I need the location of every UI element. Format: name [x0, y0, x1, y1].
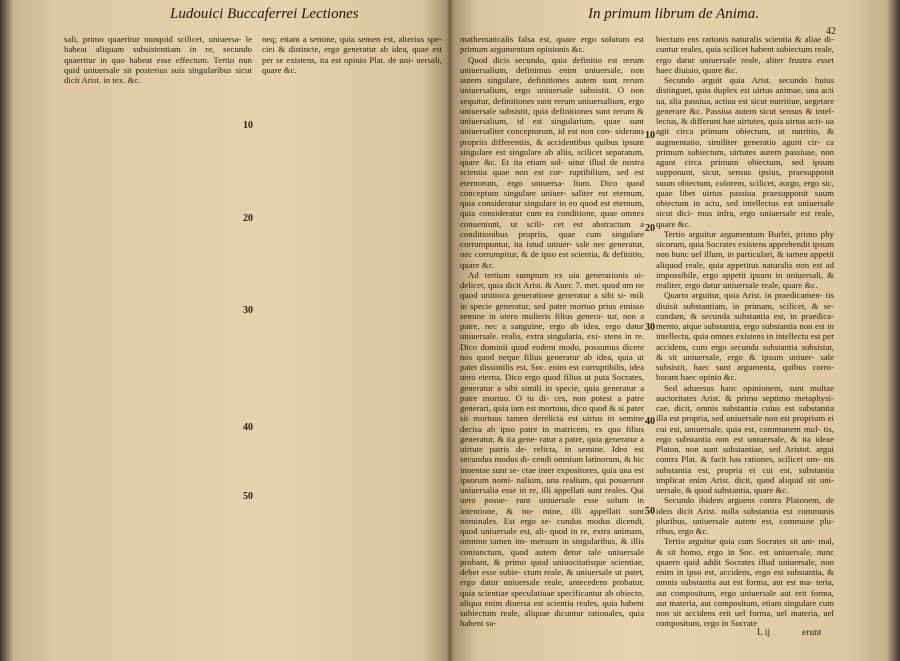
line-number: 30 — [645, 322, 655, 333]
paragraph: Tertio arguitur quia cum Socrates sit ani- mal, & sit homo, ergo in Soc. est uniuersale, nunc quaero quid addit Socrates illud uniuersale, non enim in ipso est, accidens, ergo est substantia, & omnis substantia aut est forma, aut est ma- teria, aut compositum, ergo uniuersale aut erit forma, aut materia, aut compositum, etiam singulare cum non sit accidens erit uel forma, uel materia, uel compositum, ergo in Socrate — [656, 536, 834, 629]
left-column-1 — [64, 34, 252, 646]
line-number: 20 — [645, 223, 655, 234]
paragraph: Ad tertium sumptum ex uia generationis ui- delicet, quia dicit Arist. & Auer. 7. met. quod om ne quod unitioca generatione generatur a sibi si- mili in specie generatur, sed patre mortuo prius emisso semine in utero mulieris filius genera- tur, non a patre, nec a sanguine, ergo ab idea, ergo datur uniuersale. realis, extra singularia, exi- stens in re. Dico dominii quod eodem modo, possumus dicere nos quod neque filius generatur ab idea, quia ut patet dissimilis est, Soc. enim est corruptibilis, idea uero eterna. Dico ergo quod filius ut puta Socrates, generatur a sibi simili in specie, quia generatur a patre mortuo. O tu di- ces, non potest a patre generari, quia iam est mortuus, dico quod & si pater sit mortuus tamen derelicta est uirtus in semine decisa ab ipso patre in matricem, ex quo filius generatur, & ita gene- ratur a patre, quia generatur a uirtute patris de- relicta, in semine. Ideo est secundus modus di- cendi omnium latinorum, & hic innentae sunt se- ctae inter expositores, quia una est ipsorum nomi- nalium, una realium, qui posuerunt uniuersalia esse in re, illi appellati sunt reales. Qui uero posue- runt uniuersale esse solum in intentione, & no- mine, illi appellati sunt nominales. Est ergo se- cundus modus dicendi, quod uniuersale est, ali- quod in re, extra animam, omnino tamen im- mersum in singularibus, & illis coniunctum, quod autem detur tale uniuersale probant, & primo quod uniuocitatisque scientiae, debet esse subie- ctum reale, & uniuersale ut patet, ergo datur uniuersale reale, antecedens probatur, quia scientiae speculatiuae specificantur ab obiecto, aliqua enim diuersa est scientia reales, quia habent subiectum reale, aliquae dicuntur rationales, quia habent su- — [460, 269, 644, 629]
paragraph: Secundo arguit quia Arist. secundo huius distinguet, quia duplex est uirtus animae, una acti ua, alia passiua, actiua est sicut nutritiue, uegetare generare &c. Passiua autem sicut sensus & intel- lectus, & differunt hae uirtutes, quia uirtus acti- ua agit circa primum obiectum, ut nutritio, & augmentatio, similiter generatio agunt cir- ca primum subiectum, uirtutes autem passiuae, non agunt circa primum obiectum, sed ipsum supponunt, sicut, sensus ipsius, praesupponit suum obiectum, colorem, scilicet, aurgo, ergo sic, quae libet uirtus passiua praesupponit suum obiectum in actu, sed intellectus est uniuersale sicut dici- mus infra, ergo uniuersale est reale, quare &c. — [656, 75, 834, 229]
signature-mark: L ij — [757, 628, 771, 638]
right-column-2 — [656, 34, 834, 629]
page-number: 42 — [826, 26, 836, 37]
paragraph: mathematicalis falsa est, quare ergo solutum est primum argumentum opinionis &c. — [460, 34, 644, 55]
paragraph: Quod dicis secundo, quia definitio est rerum uniuersalium, definimus enim uniuersale, non autem singulare, definitiones autem sunt rerum uniuersalium, ergo uniuersale subsistit. O non sequitur, definitiones sunt rerum uniuersalium, ergo uniuersale subsistit, quia definitiones sunt rerum & uniuersalium, id est singularium, quae sunt uniuersaliter conceptorum, id est non con- siderans propriis differentiis, & accidentibus quibus ipsum singulare est singulare ab aliis, scilicet separatum, quare &c. Et ita etiam sol- uitur illud de nostra scientia quae non est cor- ruptibilium, sed est eternorum, ergo uniuersa- lium. Dico quod conceptum singulare uniuer- saliter est eternum, quia consideratur singulare in eo quod est eternum, quia consideratur cum ea conditione, quae omnes conueniunt, ut scili- cet est abstractum a conditionibus propriis, quae cum singulare corrumpuntur, ita istud uniuer- sale nec generatur, nec corrumpitur, & de ipso est scientia, & definitio, quare &c. — [460, 54, 644, 270]
line-number: 40 — [645, 416, 655, 427]
paragraph: Tertio arguitur argumentum Burlei, primo phy sicorum, quia Socrates existens apprehendit ipsum non hunc uel illum, in particulari, & tamen appetit aliquod reale, quia appetitus naturalis non est ad impossibile, ergo appetit ipsum in uniuersali, & realiter, ergo datur uniuersale reale, quare &c. — [656, 228, 834, 290]
paragraph: biectum ens rationis naturalis scientia & aliae di- cuntur reales, quia scilicet habent subiectum reale, ergo datur uniuersale reale, aliter frustra esset haec diuisio, quare &c. — [656, 34, 834, 75]
line-number: 30 — [243, 305, 253, 316]
line-number: 10 — [645, 130, 655, 141]
line-number: 10 — [243, 120, 253, 131]
catchword: erunt — [802, 628, 822, 638]
right-column-1 — [460, 34, 644, 646]
line-number: 20 — [243, 213, 253, 224]
paragraph: neq; etiam a semine, quia semen est, alterius spe- ciei & distincte, ergo generatur ab idea, quae est per se existens, ita est opinio Plat. de uni- uersali, quare &c. — [262, 34, 442, 75]
paragraph: Secundo ibidem arguens contra Platonem, de ideis dicit Arist. nulla substantia est communis pluribus, uniuersale autem est, commune plu- ribus, ergo &c. — [656, 495, 834, 536]
left-running-head: Ludouici Buccaferrei Lectiones — [170, 6, 359, 22]
paragraph: sali, primo quaeritur nunquid scilicet, uniuersa- le habeat aliquam subsistentiam in re, secundo quaeritur in quo habeat esse effectum. Tertio nun quid uniuersale sit posterius suis singularibus sicut dicit Arist. in tex. &c. — [64, 34, 252, 85]
line-number: 50 — [243, 491, 253, 502]
left-column-2 — [262, 34, 442, 646]
paragraph: Quarto arguitur, quia Arist. in praedicamen- tis diuisit substantiam, in primam, scilicet, & se- cundam, & secunda substantia est, in praedica- mento, atque substantia, ergo substantia non est in intellectu, quia omnes existens in intellectu est per accidens, cum ergo secunda substantia subsistat, & sit uniuersale, ergo & ipsum uniuer- sale subsistit, haec sunt argumenta, quibus corro- borant haec opinio &c. — [656, 290, 834, 383]
line-number: 40 — [243, 422, 253, 433]
right-running-head: In primum librum de Anima. — [588, 6, 759, 22]
line-number: 50 — [645, 506, 655, 517]
paragraph: Sed aduersus hanc opinionem, sunt multae auctoritates Arist. & primo septimo metaphysi- cae, dicit, omnis substantia cuius est substantia illa est propria, sed uniuersale non est proprium ei cui est, uniuersale, quia est, communem mul- tis, ergo substantia non est uniuersale, & ita ideae Platon. non sunt substantiae, sed Aristot. argui contra Plat. & facit has rationes, scilicet om- nis substantia est, propria ei cui est, substantia implicat enim Arist. dicit, quod aliquid sit uni- uersale, & quod substantia, quare &c. — [656, 382, 834, 495]
